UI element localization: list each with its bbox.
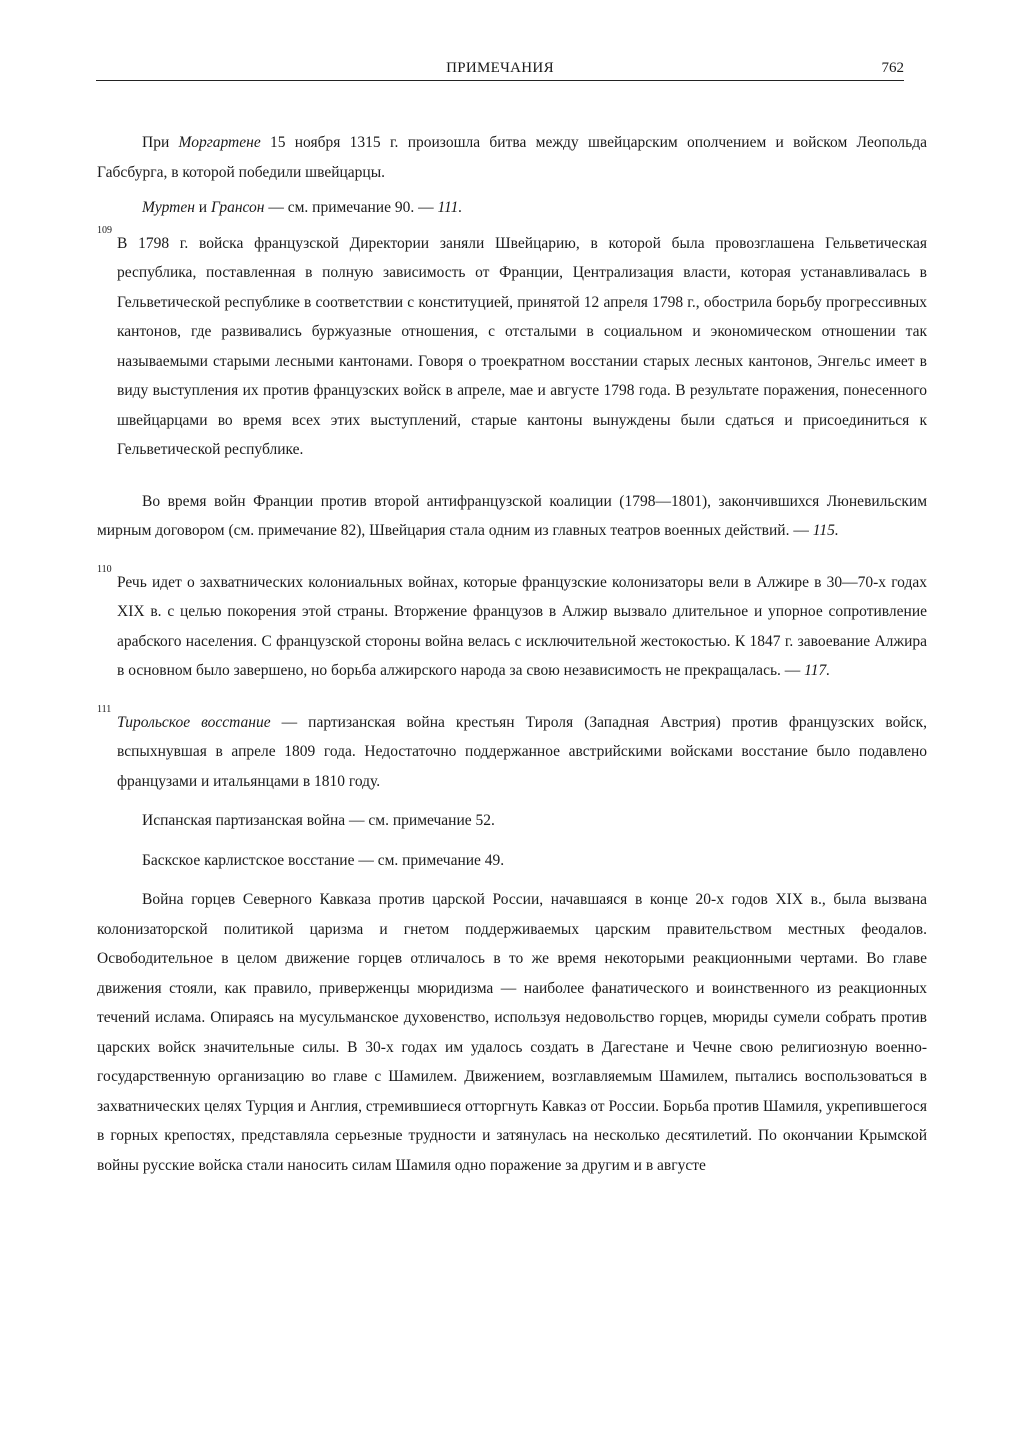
note-number: 110 xyxy=(97,563,112,575)
italic-term: Моргартене xyxy=(178,134,261,151)
text-segment: — см. примечание 90. — xyxy=(264,199,438,216)
note-text: — партизанская война крестьян Тироля (Западная Австрия) против французских войск, вспыхнувшая в апреле 1809 года. Недостаточно поддержанное австрийскими войсками восстание было подавлено французами и итальянцами в 1810 году. xyxy=(117,713,927,790)
page-reference: 111. xyxy=(437,199,463,216)
text-segment: 15 ноября 1315 г. произошла битва между швейцарским ополчением и войском Леопольда Габсбурга, в которой победили швейцарцы. xyxy=(97,134,927,181)
page-number: 762 xyxy=(881,60,904,76)
page-reference: 117. xyxy=(804,662,831,679)
notes-body xyxy=(97,128,927,1180)
note-number: 111 xyxy=(97,703,112,715)
paragraph-coalition xyxy=(97,487,927,546)
italic-term: Муртен xyxy=(142,199,195,216)
note-110 xyxy=(97,563,927,686)
italic-term: Грансон xyxy=(210,199,265,216)
note-109 xyxy=(97,224,927,465)
page-reference: 115. xyxy=(812,522,839,539)
paragraph-spanish-war: Испанская партизанская война — см. примечание 52. xyxy=(142,812,495,829)
paragraph-murten xyxy=(97,193,927,223)
note-number: 109 xyxy=(97,224,112,236)
note-text: Речь идет о захватнических колониальных войнах, которые французские колонизаторы вели в Алжире в 30—70-х годах XIX в. с целью покорения этой страны. Вторжение французов в Алжир вызвало длительное и упорное сопротивление арабского населения. С французской стороны война велась с исключительной жестокостью. К 1847 г. завоевание Алжира в основном было завершено, но борьба алжирского народа за свою независимость не прекращалась. — xyxy=(117,573,927,679)
text-segment: Во время войн Франции против второй антифранцузской коалиции (1798—1801), закончившихся Люневильским мирным договором (см. примечание 82), Швейцария стала одним из главных театров военных действий. — xyxy=(97,492,927,539)
note-111 xyxy=(97,703,927,797)
italic-term: Тирольское восстание xyxy=(117,713,271,731)
paragraph-caucasus-war: Война горцев Северного Кавказа против царской России, начавшаяся в конце 20-х годов XIX в., была вызвана колонизаторской политикой царизма и гнетом поддерживаемых царским правительством местных феодалов. Освободительное в целом движение горцев отличалось в то же время некоторыми реакционными чертами. Во главе движения стояли, как правило, приверженцы мюридизма — наиболее фанатического и воинственного из реакционных течений ислама. Опираясь на мусульманское духовенство, используя недовольство горцев, мюриды сумели собрать против царских войск значительные силы. В 30-х годах им удалось создать в Дагестане и Чечне свою религиозную военно-государственную организацию во главе с Шамилем. Движением, возглавляемым Шамилем, пытались воспользоваться в захватнических целях Турция и Англия, стремившиеся отторгнуть Кавказ от России. Борьба против Шамиля, укрепившегося в горных крепостях, представляла серьезные трудности и затянулась на несколько десятилетий. По окончании Крымской войны русские войска стали наносить силам Шамиля одно поражение за другим и в августе xyxy=(97,891,927,1174)
running-header xyxy=(96,58,904,81)
header-title: ПРИМЕЧАНИЯ xyxy=(446,60,554,76)
paragraph-morgarten xyxy=(97,128,927,187)
text-segment: При xyxy=(142,134,179,151)
text-segment: и xyxy=(194,199,211,216)
note-text: В 1798 г. войска французской Директории заняли Швейцарию, в которой была провозглашена Гельветическая республика, поставленная в полную зависимость от Франции, Централизация власти, которая устанавливалась в Гельветической республике в соответствии с конституцией, принятой 12 апреля 1798 г., обострила борьбу прогрессивных кантонов, где развивались буржуазные отношения, с отсталыми в социальном и экономическом отношении так называемыми старыми лесными кантонами. Говоря о троекратном восстании старых лесных кантонов, Энгельс имеет в виду выступления их против французских войск в апреле, мае и августе 1798 года. В результате поражения, понесенного швейцарцами во время всех этих выступлений, старые кантоны вынуждены были сдаться и присоединиться к Гельветической республике. xyxy=(117,234,927,458)
paragraph-basque-uprising: Баскское карлистское восстание — см. примечание 49. xyxy=(142,851,505,869)
